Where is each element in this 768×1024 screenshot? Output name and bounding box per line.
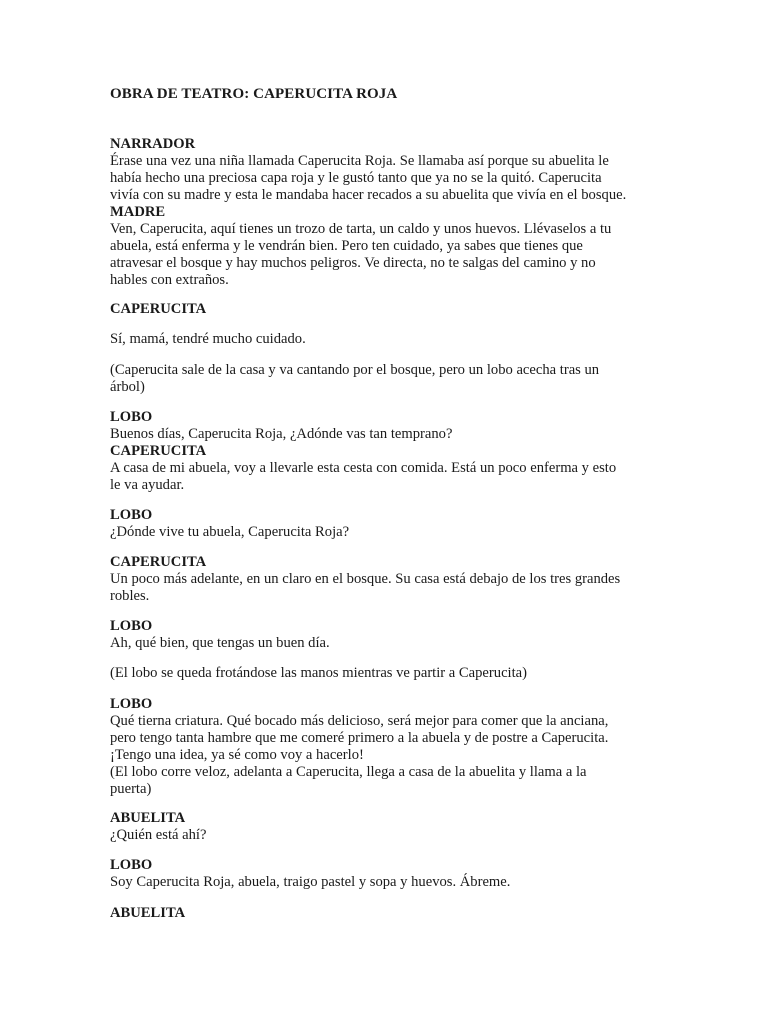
dialogue-block-lobo [110, 857, 655, 891]
dialogue-line: Un poco más adelante, en un claro en el bosque. Su casa está debajo de los tres grandes [110, 571, 621, 587]
dialogue-line: (El lobo se queda frotándose las manos mientras ve partir a Caperucita) [110, 665, 527, 681]
dialogue-line: Soy Caperucita Roja, abuela, traigo pastel y sopa y huevos. Ábreme. [110, 874, 511, 890]
dialogue-line: abuela, está enferma y le vendrán bien. Pero ten cuidado, ya sabes que tienes que [110, 238, 583, 254]
dialogue-line: puerta) [110, 781, 152, 797]
speaker-name: ABUELITA [110, 810, 186, 826]
dialogue-line: hables con extraños. [110, 272, 229, 288]
dialogue-line: Buenos días, Caperucita Roja, ¿Adónde vas tan temprano? [110, 426, 453, 442]
dialogue-block-caperucita [110, 301, 655, 318]
dialogue-block-caperucita [110, 554, 655, 605]
dialogue-line: Sí, mamá, tendré mucho cuidado. [110, 331, 306, 347]
dialogue-line: Qué tierna criatura. Qué bocado más delicioso, será mejor para comer que la anciana, [110, 713, 609, 729]
document-title: OBRA DE TEATRO: CAPERUCITA ROJA [110, 86, 398, 102]
dialogue-line: A casa de mi abuela, voy a llevarle esta cesta con comida. Está un poco enferma y esto [110, 460, 617, 476]
dialogue-line: había hecho una preciosa capa roja y le gustó tanto que ya no se la quitó. Caperucita [110, 170, 602, 186]
dialogue-block-madre [110, 204, 655, 289]
dialogue-block-lobo [110, 409, 655, 443]
dialogue-line: le va ayudar. [110, 477, 185, 493]
dialogue-line: vivía con su madre y esta le mandaba hacer recados a su abuelita que vivía en el bosque. [110, 187, 627, 203]
dialogue-block-abuelita [110, 810, 655, 844]
dialogue-line: Ah, qué bien, que tengas un buen día. [110, 635, 330, 651]
dialogue-line: (El lobo corre veloz, adelanta a Caperucita, llega a casa de la abuelita y llama a la [110, 764, 587, 780]
dialogue-line: atravesar el bosque y hay muchos peligros. Ve directa, no te salgas del camino y no [110, 255, 596, 271]
speaker-name: LOBO [110, 696, 153, 712]
speaker-name: LOBO [110, 618, 153, 634]
speaker-name: NARRADOR [110, 136, 196, 152]
stage-direction [110, 362, 655, 396]
dialogue-line: Érase una vez una niña llamada Caperucita Roja. Se llamaba así porque su abuelita le [110, 153, 609, 169]
dialogue-block-narrador [110, 136, 655, 204]
dialogue-line: árbol) [110, 379, 145, 395]
speaker-name: CAPERUCITA [110, 443, 207, 459]
dialogue-block-lobo [110, 618, 655, 652]
dialogue-line: ¿Quién está ahí? [110, 827, 207, 843]
dialogue-block-lobo [110, 507, 655, 541]
speaker-name: MADRE [110, 204, 166, 220]
dialogue-block [110, 331, 655, 348]
speaker-name: CAPERUCITA [110, 301, 207, 317]
dialogue-line: ¿Dónde vive tu abuela, Caperucita Roja? [110, 524, 350, 540]
dialogue-line: robles. [110, 588, 150, 604]
speaker-name: ABUELITA [110, 905, 186, 921]
dialogue-line: pero tengo tanta hambre que me comeré primero a la abuela y de postre a Caperucita. [110, 730, 609, 746]
dialogue-block-abuelita [110, 905, 655, 922]
dialogue-block-caperucita [110, 443, 655, 494]
stage-direction [110, 665, 655, 682]
dialogue-line: (Caperucita sale de la casa y va cantando por el bosque, pero un lobo acecha tras un [110, 362, 600, 378]
speaker-name: LOBO [110, 507, 153, 523]
speaker-name: LOBO [110, 409, 153, 425]
dialogue-line: Ven, Caperucita, aquí tienes un trozo de tarta, un caldo y unos huevos. Llévaselos a tu [110, 221, 612, 237]
dialogue-block-lobo [110, 696, 655, 798]
dialogue-line: ¡Tengo una idea, ya sé como voy a hacerlo! [110, 747, 364, 763]
speaker-name: LOBO [110, 857, 153, 873]
speaker-name: CAPERUCITA [110, 554, 207, 570]
